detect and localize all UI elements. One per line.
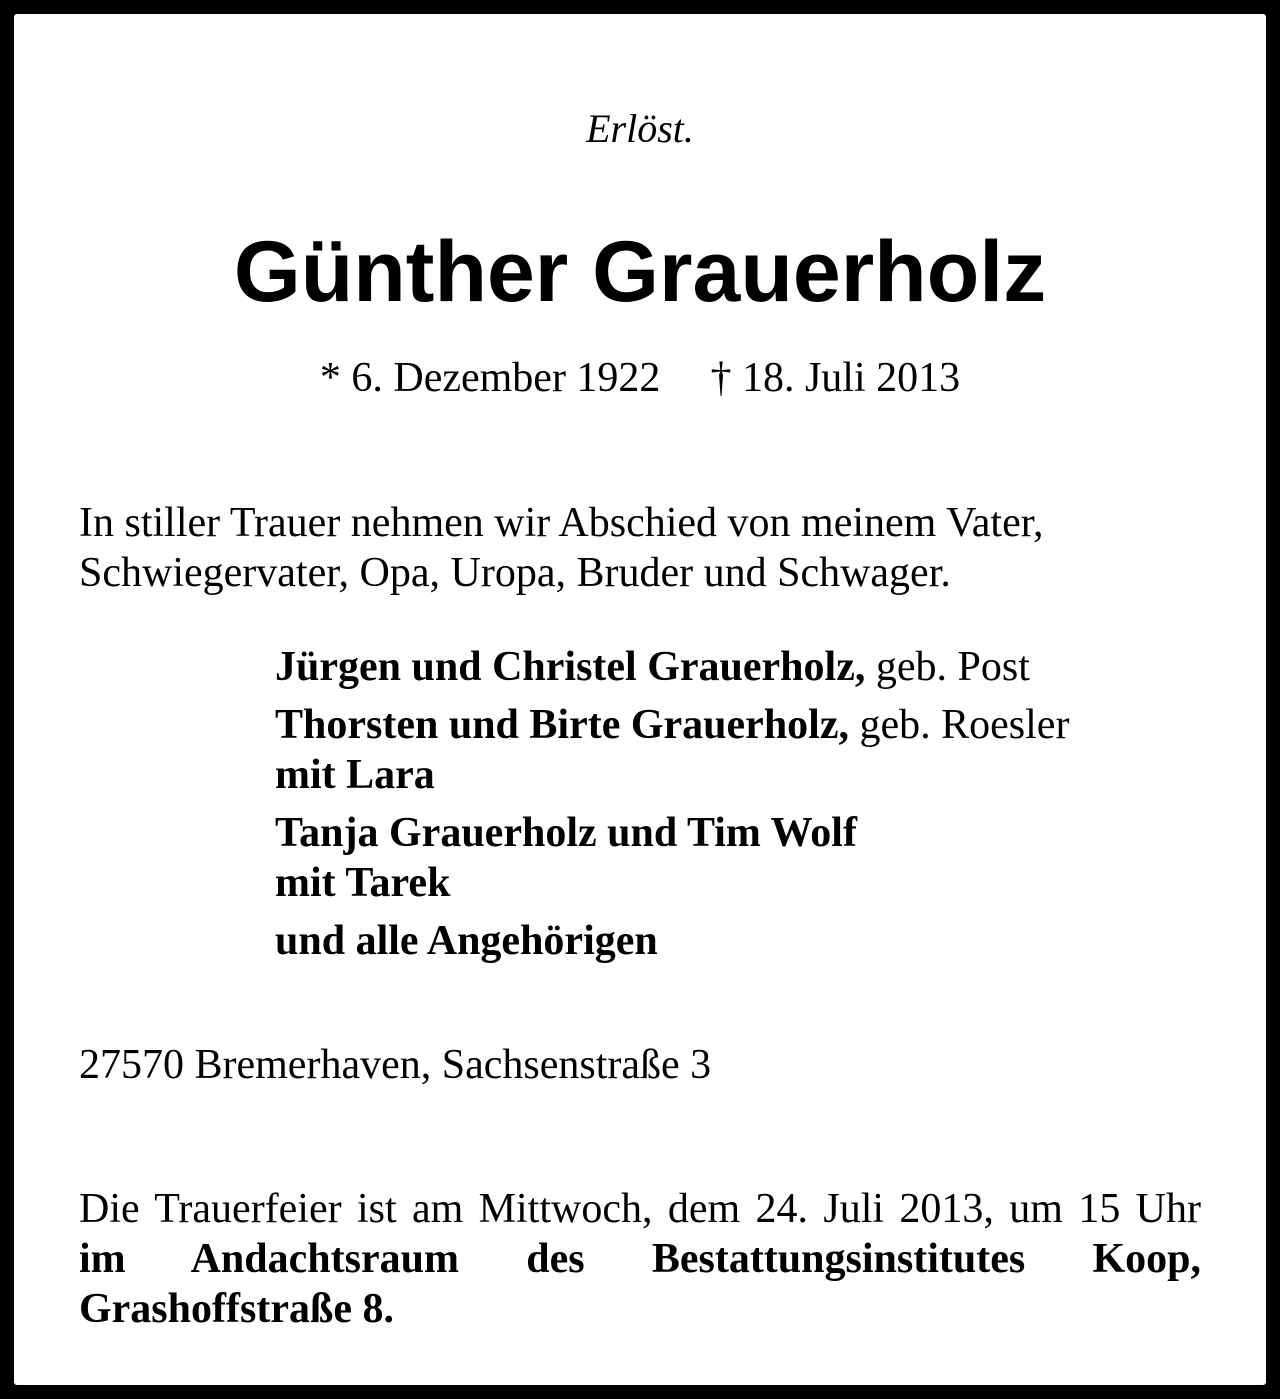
funeral-info (79, 1184, 1201, 1334)
obituary-notice (14, 14, 1266, 1385)
family-names: Jürgen und Christel Grauerholz, (275, 644, 866, 690)
family-names: und alle Angehörigen (275, 918, 658, 964)
maiden-name: geb. Post (865, 644, 1030, 690)
death-date: † 18. Juli 2013 (710, 355, 961, 401)
life-dates (14, 354, 1266, 402)
motto: Erlöst. (586, 106, 694, 151)
family-entry (275, 808, 1235, 908)
family-entry (275, 916, 1235, 966)
family-names: Tanja Grauerholz und Tim Wolf (275, 810, 857, 856)
mourning-text-line-1: In stiller Trauer nehmen wir Abschied von meinem Vater, (79, 500, 1044, 546)
family-child: mit Lara (275, 752, 435, 798)
family-entry (275, 642, 1235, 692)
funeral-date-time: Die Trauerfeier ist am Mittwoch, dem 24. Juli 2013, um 15 Uhr (79, 1186, 1201, 1232)
deceased-name: Günther Grauerholz (233, 224, 1047, 320)
family-child: mit Tarek (275, 860, 451, 906)
family-entry (275, 700, 1235, 800)
family-signatures (275, 642, 1235, 974)
family-names: Thorsten und Birte Grauerholz, (275, 702, 849, 748)
funeral-location: im Andachtsraum des Bestattungsinstitutes Koop, Grashoffstraße 8. (79, 1236, 1201, 1332)
address: 27570 Bremerhaven, Sachsenstraße 3 (79, 1042, 712, 1088)
mourning-text-line-2: Schwiegervater, Opa, Uropa, Bruder und Schwager. (79, 550, 951, 596)
birth-date: * 6. Dezember 1922 (319, 355, 661, 401)
maiden-name: geb. Roesler (849, 702, 1070, 748)
